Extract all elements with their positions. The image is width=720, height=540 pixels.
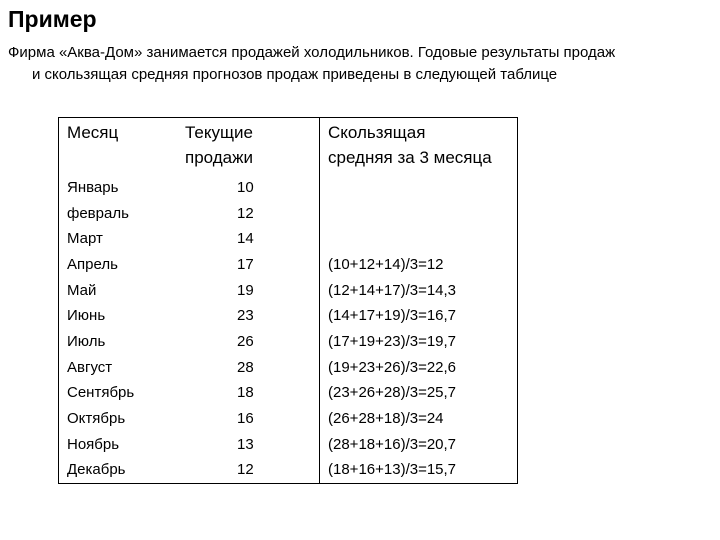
cell-moving-average: (14+17+19)/3=16,7 <box>320 303 518 329</box>
cell-month: Март <box>59 226 178 252</box>
cell-month: Сентябрь <box>59 381 178 407</box>
cell-moving-average: (23+26+28)/3=25,7 <box>320 381 518 407</box>
cell-sales: 10 <box>177 175 320 201</box>
header-sales <box>177 118 320 176</box>
intro-line-2: и скользящая средняя прогнозов продаж приведены в следующей таблице <box>32 66 558 83</box>
table-row <box>59 381 518 407</box>
table-row <box>59 201 518 227</box>
table-header-row <box>59 118 518 176</box>
cell-sales: 23 <box>177 303 320 329</box>
cell-sales: 28 <box>177 355 320 381</box>
cell-moving-average: (12+14+17)/3=14,3 <box>320 278 518 304</box>
table-body <box>59 175 518 484</box>
cell-moving-average: (28+18+16)/3=20,7 <box>320 432 518 458</box>
cell-month: Август <box>59 355 178 381</box>
cell-moving-average <box>320 175 518 201</box>
cell-moving-average <box>320 201 518 227</box>
table-row <box>59 252 518 278</box>
cell-month: Декабрь <box>59 458 178 484</box>
table-row <box>59 303 518 329</box>
sales-table <box>58 117 518 484</box>
cell-month: Январь <box>59 175 178 201</box>
cell-sales: 18 <box>177 381 320 407</box>
cell-sales: 14 <box>177 226 320 252</box>
cell-sales: 26 <box>177 329 320 355</box>
table-row <box>59 329 518 355</box>
cell-sales: 12 <box>177 201 320 227</box>
cell-sales: 13 <box>177 432 320 458</box>
header-month-label: Месяц <box>67 123 119 142</box>
cell-moving-average <box>320 226 518 252</box>
cell-moving-average: (19+23+26)/3=22,6 <box>320 355 518 381</box>
header-month <box>59 118 178 176</box>
cell-month: Май <box>59 278 178 304</box>
table-row <box>59 458 518 484</box>
header-moving-average <box>320 118 518 176</box>
cell-month: Июль <box>59 329 178 355</box>
header-sales-line-1: Текущие <box>185 123 253 142</box>
header-avg-line-2: средняя за 3 месяца <box>328 148 492 167</box>
table-row <box>59 226 518 252</box>
table-row <box>59 406 518 432</box>
header-sales-line-2: продажи <box>185 148 253 167</box>
cell-sales: 17 <box>177 252 320 278</box>
cell-sales: 12 <box>177 458 320 484</box>
cell-sales: 16 <box>177 406 320 432</box>
header-avg-line-1: Скользящая <box>328 123 426 142</box>
table-row <box>59 175 518 201</box>
cell-month: Июнь <box>59 303 178 329</box>
page-title: Пример <box>8 6 97 32</box>
table-row <box>59 355 518 381</box>
cell-month: Октябрь <box>59 406 178 432</box>
cell-moving-average: (17+19+23)/3=19,7 <box>320 329 518 355</box>
table-row <box>59 278 518 304</box>
cell-month: Ноябрь <box>59 432 178 458</box>
table-row <box>59 432 518 458</box>
table-header <box>59 118 518 176</box>
cell-sales: 19 <box>177 278 320 304</box>
cell-moving-average: (10+12+14)/3=12 <box>320 252 518 278</box>
cell-month: Апрель <box>59 252 178 278</box>
cell-moving-average: (18+16+13)/3=15,7 <box>320 458 518 484</box>
cell-month: февраль <box>59 201 178 227</box>
cell-moving-average: (26+28+18)/3=24 <box>320 406 518 432</box>
intro-paragraph <box>8 42 714 86</box>
intro-line-1: Фирма «Аква-Дом» занимается продажей холодильников. Годовые результаты продаж <box>8 44 616 61</box>
